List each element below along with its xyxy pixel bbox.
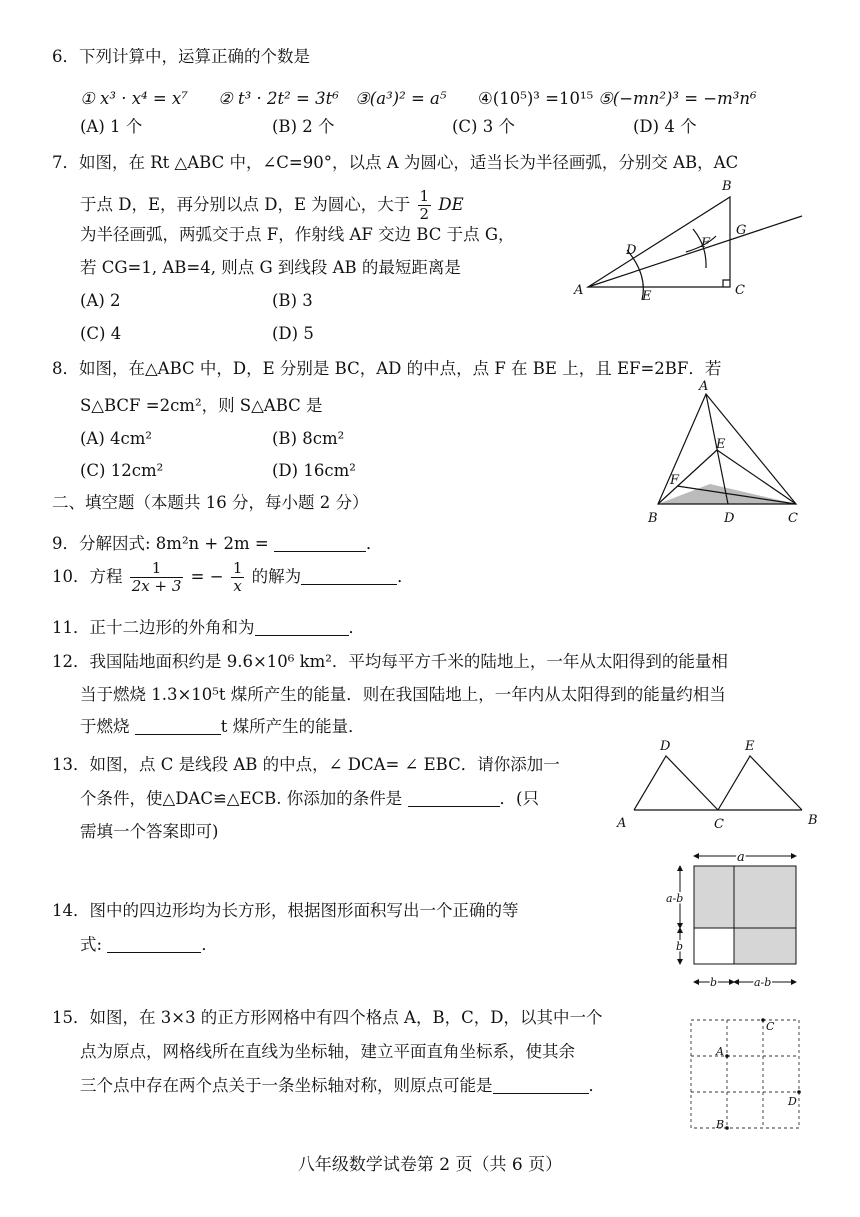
q8-option-d: (D) 16cm² bbox=[272, 461, 356, 480]
q15-point-c bbox=[761, 1018, 765, 1022]
q14-shaded-bottom-right bbox=[734, 928, 796, 964]
q10-end: ． bbox=[397, 567, 414, 586]
q7-label-c: C bbox=[735, 283, 745, 298]
q10-pre: 10．方程 bbox=[52, 567, 123, 586]
q14-shaded-top bbox=[694, 866, 766, 928]
q7-de: DE bbox=[438, 195, 464, 214]
q7-option-a: (A) 2 bbox=[80, 291, 121, 310]
q14-label-a-b: a-b bbox=[666, 892, 684, 905]
q11-end: ． bbox=[348, 618, 365, 637]
q13-line-2-end: ．(只 bbox=[499, 789, 539, 808]
q15-point-a bbox=[725, 1054, 729, 1058]
q6-option-a: (A) 1 个 bbox=[80, 117, 143, 136]
q14-label-a: a bbox=[737, 850, 745, 865]
q12-line-3-post: t 煤所产生的能量． bbox=[220, 717, 365, 736]
q14-shaded-top-right bbox=[766, 866, 796, 928]
q8-option-a: (A) 4cm² bbox=[80, 429, 153, 448]
q9-answer-blank[interactable] bbox=[274, 535, 366, 552]
q9-line bbox=[52, 533, 382, 555]
q7-right-angle bbox=[723, 280, 730, 287]
q12-line-3-pre: 于燃烧 bbox=[80, 717, 130, 736]
q15-line-3-text: 三个点中存在两个点关于一条坐标轴对称，则原点可能是 bbox=[80, 1076, 493, 1095]
q7-fraction bbox=[418, 188, 432, 223]
q13-triangle-dac bbox=[634, 756, 718, 810]
q10-answer-blank[interactable] bbox=[301, 568, 397, 585]
q7-line-1: 7．如图，在 Rt △ABC 中，∠C=90°，以点 A 为圆心，适当长为半径画弧，分别交 AB，AC bbox=[52, 153, 739, 172]
q8-figure bbox=[640, 378, 820, 528]
q7-option-b: (B) 3 bbox=[272, 291, 313, 310]
q13-label-c: C bbox=[714, 817, 724, 832]
q7-ray-af bbox=[588, 216, 802, 287]
q6-option-c: (C) 3 个 bbox=[452, 117, 515, 136]
q7-option-c: (C) 4 bbox=[80, 324, 122, 343]
q14-line-1: 14．图中的四边形均为长方形，根据图形面积写出一个正确的等 bbox=[52, 901, 519, 920]
q10-f1-num: 1 bbox=[130, 560, 184, 578]
q15-line-3 bbox=[80, 1075, 605, 1097]
q15-answer-blank[interactable] bbox=[493, 1077, 589, 1094]
q7-line-4: 若 CG=1, AB=4, 则点 G 到线段 AB 的最短距离是 bbox=[80, 258, 461, 277]
q7-label-d: D bbox=[626, 243, 637, 258]
q13-answer-blank[interactable] bbox=[408, 790, 500, 807]
q15-grid-figure bbox=[686, 1015, 806, 1135]
q9-end: ． bbox=[365, 534, 383, 553]
q14-answer-blank[interactable] bbox=[107, 936, 201, 953]
q15-label-c: C bbox=[766, 1020, 775, 1033]
q10-f2-num: 1 bbox=[232, 559, 243, 577]
q8-label-d: D bbox=[724, 511, 735, 526]
q11-answer-blank[interactable] bbox=[255, 619, 349, 636]
q8-option-b: (B) 8cm² bbox=[272, 429, 345, 448]
q15-label-a: A bbox=[716, 1045, 724, 1058]
q14-label-b-bottom: b bbox=[710, 976, 718, 989]
q15-end: ． bbox=[588, 1076, 605, 1095]
q7-frac-num: 1 bbox=[419, 187, 430, 205]
q15-point-d bbox=[797, 1090, 801, 1094]
q15-line-1: 15．如图，在 3×3 的正方形网格中有四个格点 A，B，C，D，以其中一个 bbox=[52, 1008, 603, 1027]
q7-label-b: B bbox=[722, 179, 732, 194]
q15-grid-border bbox=[691, 1020, 799, 1128]
q15-line-2: 点为原点，网格线所在直线为坐标轴，建立平面直角坐标系，使其余 bbox=[80, 1042, 575, 1061]
q14-line-2 bbox=[80, 934, 218, 956]
q7-label-f: F bbox=[701, 236, 711, 251]
q14-label-a-b-bottom: a-b bbox=[754, 976, 772, 989]
q10-equals: = − bbox=[190, 567, 224, 586]
q10-fraction-left bbox=[130, 560, 184, 595]
q14-figure bbox=[662, 848, 812, 993]
q6-expr-5: ⑤(−mn²)³ = −m³n⁶ bbox=[598, 89, 757, 108]
q6-expr-3: ③(a³)² = a⁵ bbox=[355, 89, 447, 108]
q8-label-f: F bbox=[670, 473, 680, 488]
q10-f1-den: 2x + 3 bbox=[131, 577, 182, 595]
q8-label-c: C bbox=[788, 511, 798, 526]
q8-label-b: B bbox=[648, 511, 658, 526]
q8-line-1: 8．如图，在△ABC 中，D，E 分别是 BC，AD 的中点，点 F 在 BE 上，且 EF=2BF．若 bbox=[52, 359, 722, 378]
q8-option-c: (C) 12cm² bbox=[80, 461, 164, 480]
q7-option-d: (D) 5 bbox=[272, 324, 314, 343]
q10-line bbox=[52, 560, 414, 595]
q13-label-e: E bbox=[745, 739, 755, 754]
q13-line-2-text: 个条件，使△DAC≌△ECB. 你添加的条件是 bbox=[80, 789, 403, 808]
q10-f2-den: x bbox=[233, 577, 242, 595]
q11-text: 11．正十二边形的外角和为 bbox=[52, 618, 255, 637]
q7-label-g: G bbox=[736, 223, 747, 238]
q14-label-b: b bbox=[676, 940, 684, 953]
q13-line-2 bbox=[80, 788, 539, 810]
q15-point-b bbox=[725, 1126, 729, 1130]
q15-label-b: B bbox=[716, 1118, 725, 1131]
q10-post: 的解为 bbox=[251, 567, 302, 586]
q6-option-d: (D) 4 个 bbox=[633, 117, 697, 136]
q7-frac-den: 2 bbox=[419, 205, 430, 223]
q8-line-2: S△BCF =2cm²，则 S△ABC 是 bbox=[80, 396, 323, 415]
q15-label-d: D bbox=[788, 1095, 797, 1108]
q13-figure bbox=[612, 736, 827, 836]
q10-fraction-right bbox=[231, 560, 245, 595]
q6-expr-4: ④(10⁵)³ =10¹⁵ bbox=[478, 89, 594, 108]
q13-label-a: A bbox=[617, 816, 627, 831]
q12-line-3 bbox=[80, 716, 365, 738]
q12-line-1: 12．我国陆地面积约是 9.6×10⁶ km²．平均每平方千米的陆地上，一年从太阳得到的能量相 bbox=[52, 652, 728, 671]
q7-label-e: E bbox=[642, 289, 652, 304]
q12-answer-blank[interactable] bbox=[135, 718, 221, 735]
q6-option-b: (B) 2 个 bbox=[272, 117, 335, 136]
q14-end: ． bbox=[201, 935, 218, 954]
q14-line-2-text: 式: bbox=[80, 935, 103, 954]
q7-line-2 bbox=[80, 188, 464, 223]
q13-label-d: D bbox=[660, 739, 671, 754]
q6-stem: 6．下列计算中，运算正确的个数是 bbox=[52, 47, 310, 66]
q8-label-e: E bbox=[716, 437, 726, 452]
q13-line-1: 13．如图，点 C 是线段 AB 的中点，∠ DCA= ∠ EBC．请你添加一 bbox=[52, 755, 560, 774]
q7-figure bbox=[570, 180, 810, 310]
q8-label-a: A bbox=[699, 379, 709, 394]
q13-line-3: 需填一个答案即可) bbox=[80, 822, 219, 841]
section-2-heading: 二、填空题（本题共 16 分，每小题 2 分） bbox=[52, 493, 369, 512]
q13-triangle-ecb bbox=[718, 756, 802, 810]
q7-line-2-text: 于点 D，E，再分别以点 D，E 为圆心，大于 bbox=[80, 195, 411, 214]
q9-text: 9．分解因式: 8m²n + 2m = bbox=[52, 534, 269, 553]
q12-line-2: 当于燃烧 1.3×10⁵t 煤所产生的能量．则在我国陆地上，一年内从太阳得到的能量约相当 bbox=[80, 685, 726, 704]
q13-label-b: B bbox=[808, 813, 818, 828]
q6-expr-2: ② t³ · 2t² = 3t⁶ bbox=[218, 89, 339, 108]
q7-line-3: 为半径画弧，两弧交于点 F，作射线 AF 交边 BC 于点 G， bbox=[80, 225, 515, 244]
q6-expr-1: ① x³ · x⁴ = x⁷ bbox=[80, 89, 188, 108]
page-footer: 八年级数学试卷第 2 页（共 6 页） bbox=[297, 1155, 563, 1175]
q11-line bbox=[52, 617, 365, 639]
q7-label-a: A bbox=[574, 283, 584, 298]
